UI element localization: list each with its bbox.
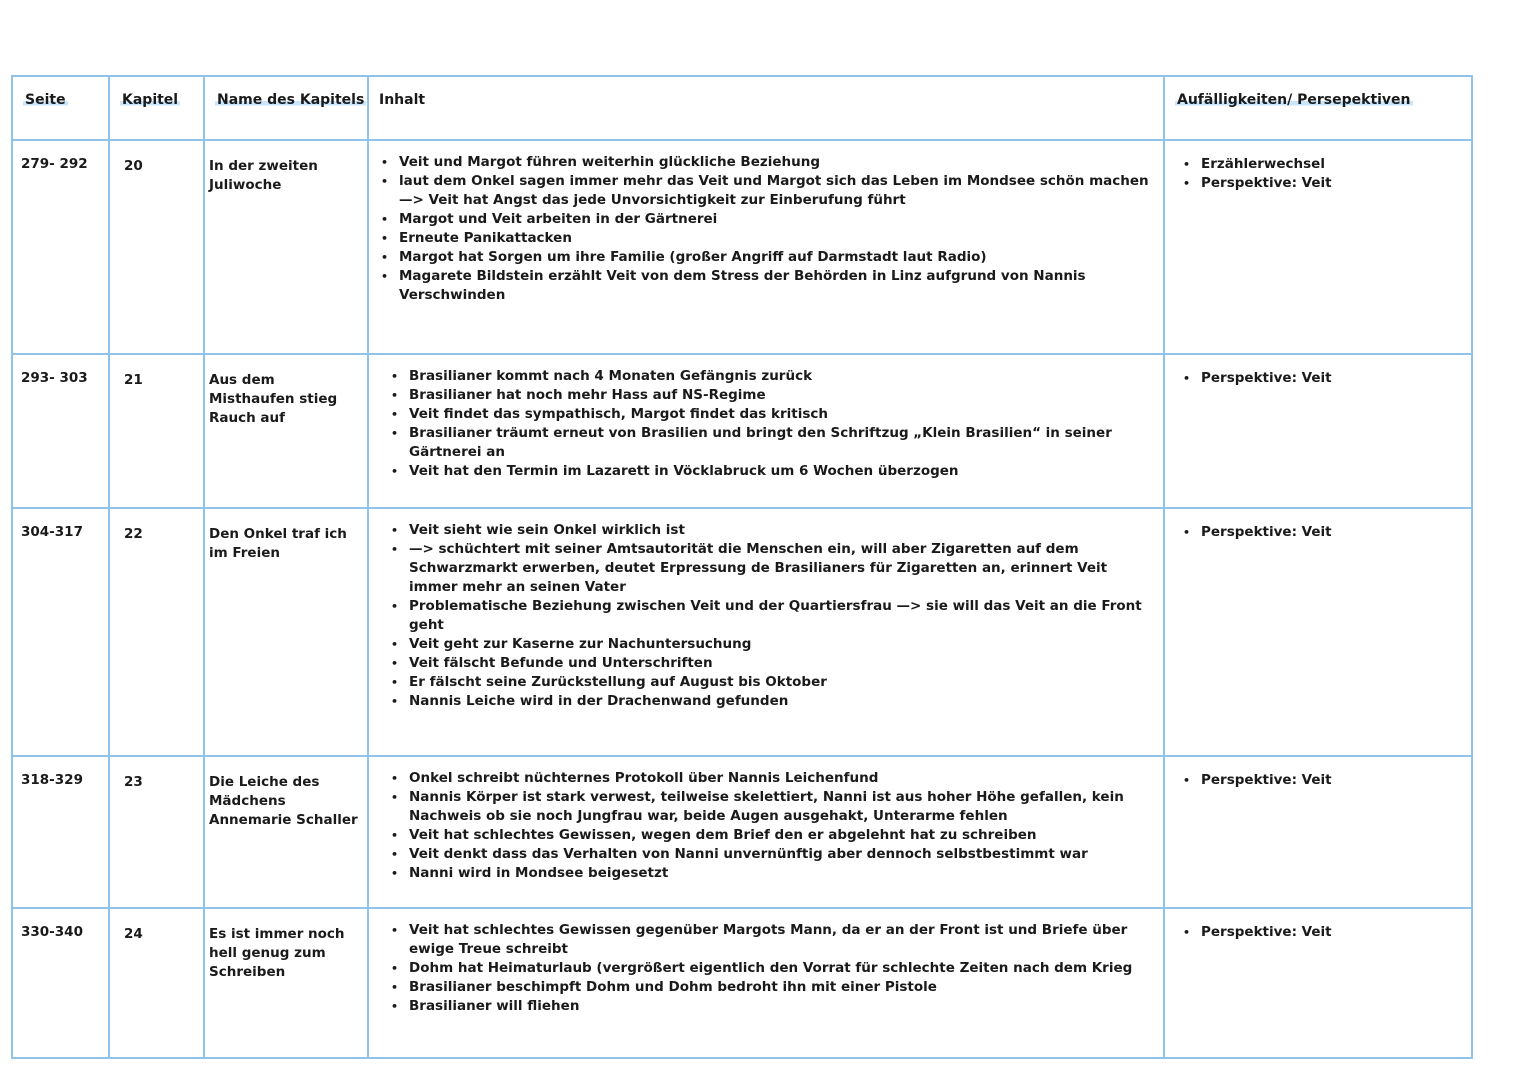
seite-cell: 318-329 [12, 756, 109, 908]
inhalt-item: • Brasilianer hat noch mehr Hass auf NS-Regime [387, 386, 1151, 405]
table-row [12, 140, 1472, 354]
inhalt-item: • Brasilianer kommt nach 4 Monaten Gefängnis zurück [387, 367, 1151, 386]
inhalt-item: • Nannis Leiche wird in der Drachenwand gefunden [387, 692, 1151, 711]
inhalt-item: • Erneute Panikattacken [377, 229, 1151, 248]
header-auffaelligkeiten: Aufälligkeiten/ Persepektiven [1164, 76, 1472, 140]
inhalt-item: • Margot hat Sorgen um ihre Familie (großer Angriff auf Darmstadt laut Radio) [377, 248, 1151, 267]
auffaelligkeiten-cell [1164, 908, 1472, 1058]
inhalt-cell [368, 140, 1164, 354]
inhalt-item: • Brasilianer will fliehen [387, 997, 1151, 1016]
table-row [12, 756, 1472, 908]
seite-cell: 304-317 [12, 508, 109, 756]
inhalt-item: • Magarete Bildstein erzählt Veit von dem Stress der Behörden in Linz aufgrund von Nannis Verschwinden [377, 267, 1151, 305]
inhalt-item: • Brasilianer beschimpft Dohm und Dohm bedroht ihn mit einer Pistole [387, 978, 1151, 997]
inhalt-item: • Veit hat schlechtes Gewissen, wegen dem Brief den er abgelehnt hat zu schreiben [387, 826, 1151, 845]
inhalt-item: • Veit fälscht Befunde und Unterschriften [387, 654, 1151, 673]
chapter-name-cell: Die Leiche des Mädchens Annemarie Schaller [204, 756, 368, 908]
header-kapitel: Kapitel [109, 76, 204, 140]
auffaelligkeit-item: • Perspektive: Veit [1179, 923, 1461, 942]
auffaelligkeit-item: • Perspektive: Veit [1179, 369, 1461, 388]
seite-cell: 293- 303 [12, 354, 109, 508]
header-seite: Seite [12, 76, 109, 140]
auffaelligkeiten-cell [1164, 508, 1472, 756]
inhalt-cell [368, 354, 1164, 508]
inhalt-item: • Problematische Beziehung zwischen Veit und der Quartiersfrau —> sie will das Veit an die Front geht [387, 597, 1151, 635]
inhalt-cell [368, 756, 1164, 908]
inhalt-item: • Margot und Veit arbeiten in der Gärtnerei [377, 210, 1151, 229]
inhalt-item: • Veit denkt dass das Verhalten von Nanni unvernünftig aber dennoch selbstbestimmt war [387, 845, 1151, 864]
inhalt-item: • —> schüchtert mit seiner Amtsautorität die Menschen ein, will aber Zigaretten auf dem Schwarzmarkt erwerben, deutet Erpressung de Brasilianers für Zigaretten an, erinnert Veit immer mehr an seinen Vater [387, 540, 1151, 597]
header-inhalt: Inhalt [368, 76, 1164, 140]
header-name: Name des Kapitels [204, 76, 368, 140]
inhalt-cell [368, 508, 1164, 756]
chapter-name-cell: Es ist immer noch hell genug zum Schreiben [204, 908, 368, 1058]
inhalt-item: • Veit sieht wie sein Onkel wirklich ist [387, 521, 1151, 540]
inhalt-item: • Veit hat den Termin im Lazarett in Vöcklabruck um 6 Wochen überzogen [387, 462, 1151, 481]
table-row [12, 508, 1472, 756]
chapter-name-cell: In der zweiten Juliwoche [204, 140, 368, 354]
inhalt-item: • Nanni wird in Mondsee beigesetzt [387, 864, 1151, 883]
auffaelligkeiten-cell [1164, 140, 1472, 354]
header-row [12, 76, 1472, 140]
inhalt-item: • Brasilianer träumt erneut von Brasilien und bringt den Schriftzug „Klein Brasilien“ in seiner Gärtnerei an [387, 424, 1151, 462]
kapitel-cell: 22 [109, 508, 204, 756]
auffaelligkeit-item: • Perspektive: Veit [1179, 174, 1461, 193]
auffaelligkeiten-cell [1164, 354, 1472, 508]
chapter-name-cell: Aus dem Misthaufen stieg Rauch auf [204, 354, 368, 508]
inhalt-cell [368, 908, 1164, 1058]
kapitel-cell: 24 [109, 908, 204, 1058]
inhalt-item: • Onkel schreibt nüchternes Protokoll über Nannis Leichenfund [387, 769, 1151, 788]
seite-cell: 279- 292 [12, 140, 109, 354]
seite-cell: 330-340 [12, 908, 109, 1058]
auffaelligkeiten-cell [1164, 756, 1472, 908]
inhalt-item: • Veit hat schlechtes Gewissen gegenüber Margots Mann, da er an der Front ist und Briefe über ewige Treue schreibt [387, 921, 1151, 959]
inhalt-item: • Er fälscht seine Zurückstellung auf August bis Oktober [387, 673, 1151, 692]
inhalt-item: • Nannis Körper ist stark verwest, teilweise skelettiert, Nanni ist aus hoher Höhe gefallen, kein Nachweis ob sie noch Jungfrau war, beide Augen ausgehakt, Unterarme fehlen [387, 788, 1151, 826]
inhalt-item: • Veit und Margot führen weiterhin glückliche Beziehung [377, 153, 1151, 172]
kapitel-cell: 21 [109, 354, 204, 508]
auffaelligkeit-item: • Perspektive: Veit [1179, 771, 1461, 790]
table-row [12, 908, 1472, 1058]
inhalt-item: • Dohm hat Heimaturlaub (vergrößert eigentlich den Vorrat für schlechte Zeiten nach dem Krieg [387, 959, 1151, 978]
kapitel-cell: 23 [109, 756, 204, 908]
inhalt-item: • laut dem Onkel sagen immer mehr das Veit und Margot sich das Leben im Mondsee schön machen —> Veit hat Angst das jede Unvorsichtigkeit zur Einberufung führt [377, 172, 1151, 210]
inhalt-item: • Veit findet das sympathisch, Margot findet das kritisch [387, 405, 1151, 424]
auffaelligkeit-item: • Erzählerwechsel [1179, 155, 1461, 174]
chapter-summary-table [11, 75, 1473, 1059]
table-row [12, 354, 1472, 508]
inhalt-item: • Veit geht zur Kaserne zur Nachuntersuchung [387, 635, 1151, 654]
auffaelligkeit-item: • Perspektive: Veit [1179, 523, 1461, 542]
chapter-name-cell: Den Onkel traf ich im Freien [204, 508, 368, 756]
kapitel-cell: 20 [109, 140, 204, 354]
